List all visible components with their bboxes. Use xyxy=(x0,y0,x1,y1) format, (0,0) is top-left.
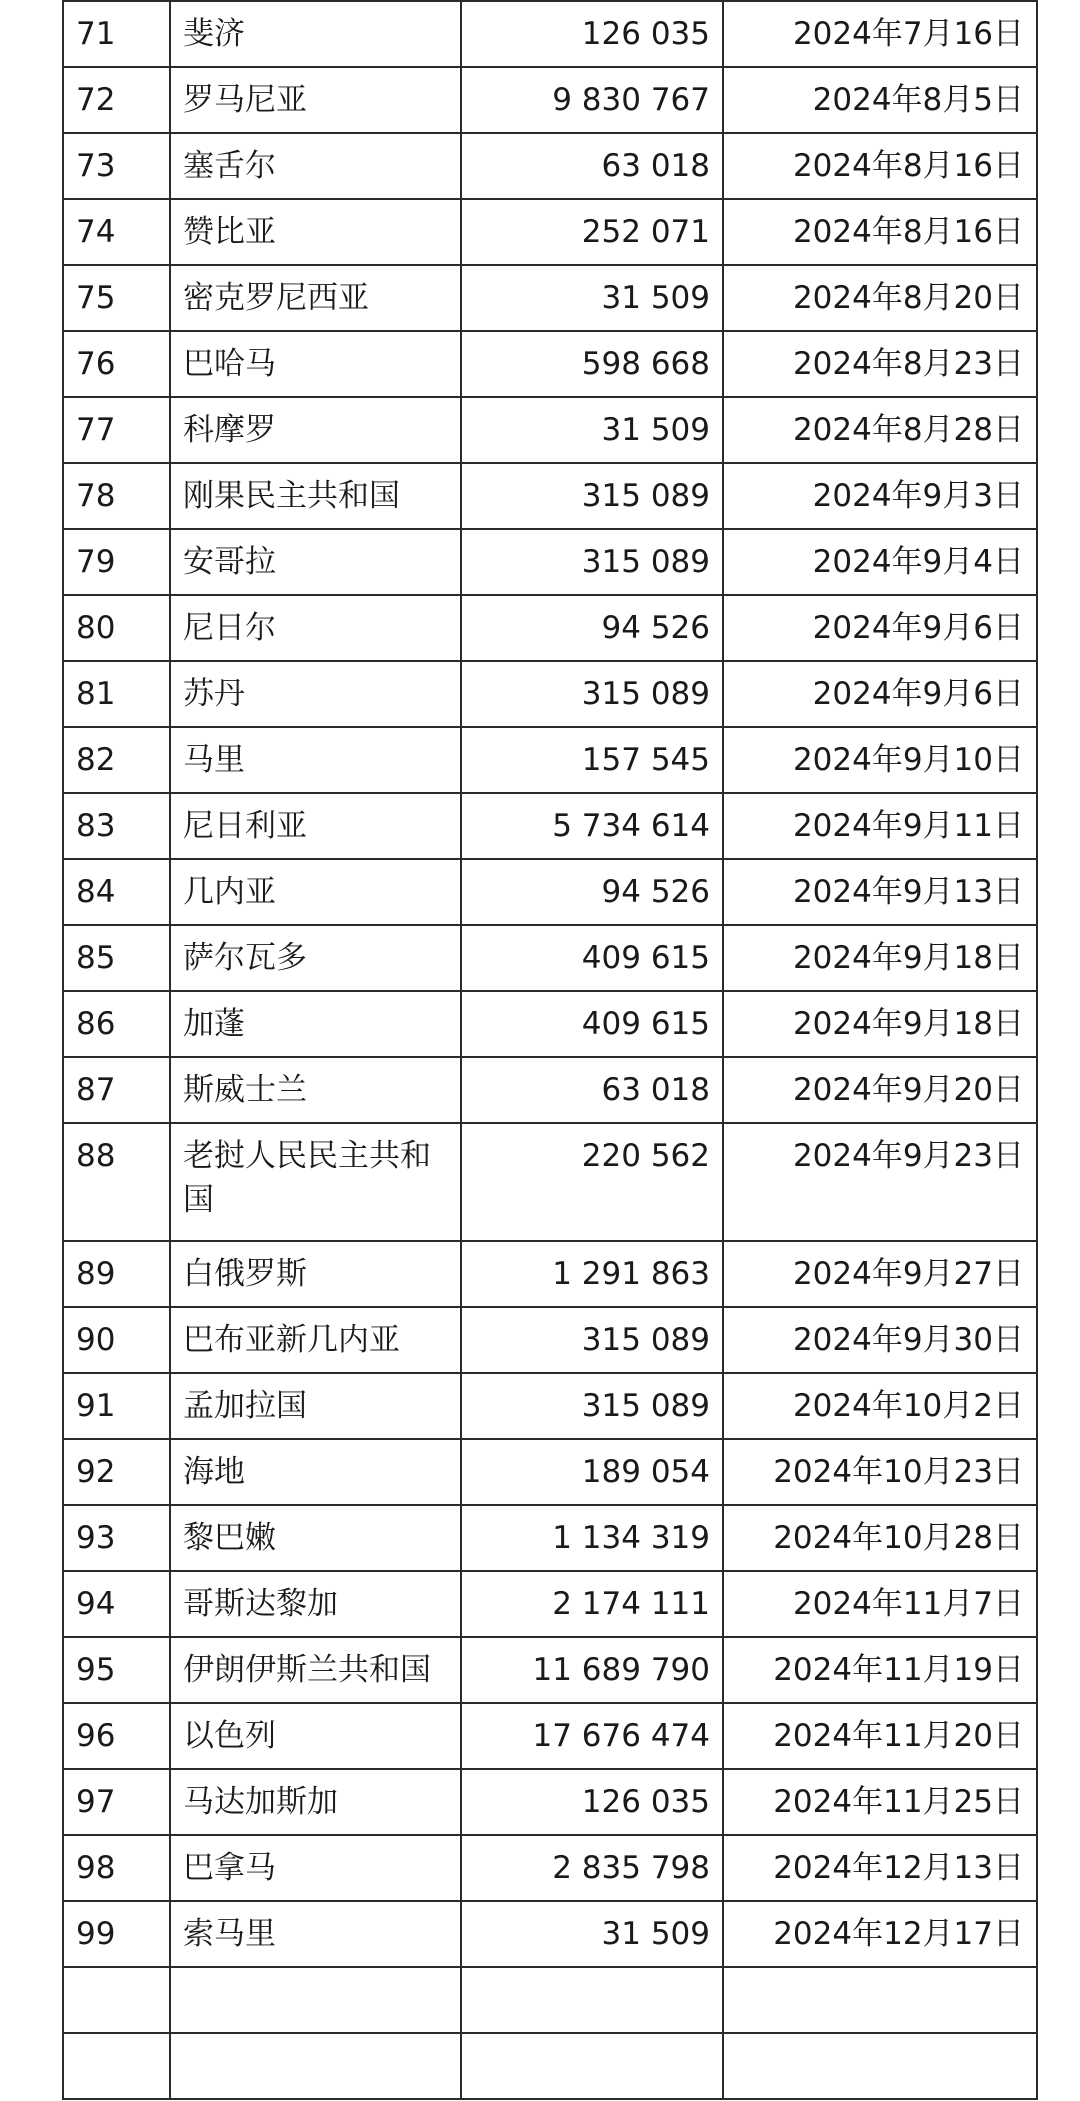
table-row xyxy=(63,1505,1037,1571)
row-number xyxy=(63,2033,170,2099)
amount: 17 676 474 xyxy=(461,1703,723,1769)
row-number: 81 xyxy=(63,661,170,727)
table-row xyxy=(63,991,1037,1057)
date: 2024年9月13日 xyxy=(723,859,1037,925)
table-row xyxy=(63,463,1037,529)
amount: 63 018 xyxy=(461,1057,723,1123)
amount: 11 689 790 xyxy=(461,1637,723,1703)
amount: 315 089 xyxy=(461,661,723,727)
date xyxy=(723,1967,1037,2033)
table-row xyxy=(63,595,1037,661)
amount: 2 174 111 xyxy=(461,1571,723,1637)
country-name: 巴哈马 xyxy=(170,331,461,397)
table-row xyxy=(63,397,1037,463)
date: 2024年10月28日 xyxy=(723,1505,1037,1571)
amount: 94 526 xyxy=(461,595,723,661)
date: 2024年9月6日 xyxy=(723,595,1037,661)
row-number xyxy=(63,1967,170,2033)
amount: 63 018 xyxy=(461,133,723,199)
date: 2024年9月20日 xyxy=(723,1057,1037,1123)
country-name: 安哥拉 xyxy=(170,529,461,595)
amount: 31 509 xyxy=(461,397,723,463)
amount xyxy=(461,2033,723,2099)
date: 2024年9月18日 xyxy=(723,925,1037,991)
row-number: 97 xyxy=(63,1769,170,1835)
country-name: 刚果民主共和国 xyxy=(170,463,461,529)
country-name: 索马里 xyxy=(170,1901,461,1967)
date: 2024年11月25日 xyxy=(723,1769,1037,1835)
country-name: 加蓬 xyxy=(170,991,461,1057)
row-number: 91 xyxy=(63,1373,170,1439)
table-row xyxy=(63,1769,1037,1835)
date: 2024年11月19日 xyxy=(723,1637,1037,1703)
date: 2024年9月18日 xyxy=(723,991,1037,1057)
date: 2024年10月23日 xyxy=(723,1439,1037,1505)
date xyxy=(723,2033,1037,2099)
country-name: 塞舌尔 xyxy=(170,133,461,199)
country-name: 巴拿马 xyxy=(170,1835,461,1901)
date: 2024年11月20日 xyxy=(723,1703,1037,1769)
country-name: 尼日尔 xyxy=(170,595,461,661)
table-row xyxy=(63,1439,1037,1505)
row-number: 86 xyxy=(63,991,170,1057)
amount: 1 134 319 xyxy=(461,1505,723,1571)
country-name: 黎巴嫩 xyxy=(170,1505,461,1571)
amount: 315 089 xyxy=(461,529,723,595)
country-name: 白俄罗斯 xyxy=(170,1241,461,1307)
table-row xyxy=(63,661,1037,727)
date: 2024年9月23日 xyxy=(723,1123,1037,1241)
row-number: 95 xyxy=(63,1637,170,1703)
table-row xyxy=(63,925,1037,991)
row-number: 71 xyxy=(63,1,170,67)
amount: 252 071 xyxy=(461,199,723,265)
row-number: 90 xyxy=(63,1307,170,1373)
contributions-table-container xyxy=(62,0,1036,2100)
table-row xyxy=(63,331,1037,397)
date: 2024年9月4日 xyxy=(723,529,1037,595)
date: 2024年12月17日 xyxy=(723,1901,1037,1967)
row-number: 83 xyxy=(63,793,170,859)
row-number: 94 xyxy=(63,1571,170,1637)
country-name: 斐济 xyxy=(170,1,461,67)
country-name: 哥斯达黎加 xyxy=(170,1571,461,1637)
amount: 189 054 xyxy=(461,1439,723,1505)
row-number: 72 xyxy=(63,67,170,133)
row-number: 93 xyxy=(63,1505,170,1571)
row-number: 76 xyxy=(63,331,170,397)
date: 2024年9月27日 xyxy=(723,1241,1037,1307)
date: 2024年12月13日 xyxy=(723,1835,1037,1901)
row-number: 96 xyxy=(63,1703,170,1769)
row-number: 77 xyxy=(63,397,170,463)
date: 2024年11月7日 xyxy=(723,1571,1037,1637)
row-number: 80 xyxy=(63,595,170,661)
row-number: 88 xyxy=(63,1123,170,1241)
row-number: 75 xyxy=(63,265,170,331)
table-row xyxy=(63,1057,1037,1123)
date: 2024年8月16日 xyxy=(723,199,1037,265)
country-name: 苏丹 xyxy=(170,661,461,727)
table-row xyxy=(63,1241,1037,1307)
country-name: 科摩罗 xyxy=(170,397,461,463)
row-number: 99 xyxy=(63,1901,170,1967)
country-name: 萨尔瓦多 xyxy=(170,925,461,991)
amount: 598 668 xyxy=(461,331,723,397)
table-row-empty xyxy=(63,1967,1037,2033)
amount: 315 089 xyxy=(461,1373,723,1439)
table-row xyxy=(63,1637,1037,1703)
row-number: 92 xyxy=(63,1439,170,1505)
table-row xyxy=(63,1703,1037,1769)
country-name: 海地 xyxy=(170,1439,461,1505)
date: 2024年9月10日 xyxy=(723,727,1037,793)
row-number: 87 xyxy=(63,1057,170,1123)
table-row-empty xyxy=(63,2033,1037,2099)
country-name: 几内亚 xyxy=(170,859,461,925)
table-body xyxy=(63,1,1037,2099)
date: 2024年9月30日 xyxy=(723,1307,1037,1373)
amount: 220 562 xyxy=(461,1123,723,1241)
date: 2024年8月28日 xyxy=(723,397,1037,463)
date: 2024年9月6日 xyxy=(723,661,1037,727)
date: 2024年8月23日 xyxy=(723,331,1037,397)
country-name: 老挝人民民主共和国 xyxy=(170,1123,461,1241)
amount: 1 291 863 xyxy=(461,1241,723,1307)
country-name: 密克罗尼西亚 xyxy=(170,265,461,331)
row-number: 78 xyxy=(63,463,170,529)
amount: 94 526 xyxy=(461,859,723,925)
amount: 9 830 767 xyxy=(461,67,723,133)
country-name: 尼日利亚 xyxy=(170,793,461,859)
country-name: 巴布亚新几内亚 xyxy=(170,1307,461,1373)
country-name xyxy=(170,2033,461,2099)
table-row xyxy=(63,727,1037,793)
row-number: 74 xyxy=(63,199,170,265)
table-row xyxy=(63,1901,1037,1967)
row-number: 89 xyxy=(63,1241,170,1307)
country-name: 斯威士兰 xyxy=(170,1057,461,1123)
country-name: 孟加拉国 xyxy=(170,1373,461,1439)
country-name: 伊朗伊斯兰共和国 xyxy=(170,1637,461,1703)
contributions-table xyxy=(62,0,1038,2100)
country-name: 以色列 xyxy=(170,1703,461,1769)
amount: 315 089 xyxy=(461,463,723,529)
row-number: 82 xyxy=(63,727,170,793)
table-row xyxy=(63,199,1037,265)
amount: 31 509 xyxy=(461,265,723,331)
amount: 5 734 614 xyxy=(461,793,723,859)
row-number: 73 xyxy=(63,133,170,199)
country-name: 马里 xyxy=(170,727,461,793)
table-row xyxy=(63,133,1037,199)
row-number: 84 xyxy=(63,859,170,925)
amount: 315 089 xyxy=(461,1307,723,1373)
amount: 409 615 xyxy=(461,925,723,991)
amount xyxy=(461,1967,723,2033)
date: 2024年9月3日 xyxy=(723,463,1037,529)
country-name: 赞比亚 xyxy=(170,199,461,265)
country-name: 罗马尼亚 xyxy=(170,67,461,133)
row-number: 98 xyxy=(63,1835,170,1901)
table-row xyxy=(63,67,1037,133)
date: 2024年8月5日 xyxy=(723,67,1037,133)
table-row xyxy=(63,1123,1037,1241)
table-row xyxy=(63,265,1037,331)
date: 2024年8月16日 xyxy=(723,133,1037,199)
amount: 31 509 xyxy=(461,1901,723,1967)
amount: 126 035 xyxy=(461,1769,723,1835)
amount: 157 545 xyxy=(461,727,723,793)
amount: 409 615 xyxy=(461,991,723,1057)
date: 2024年8月20日 xyxy=(723,265,1037,331)
table-row xyxy=(63,859,1037,925)
row-number: 79 xyxy=(63,529,170,595)
amount: 2 835 798 xyxy=(461,1835,723,1901)
amount: 126 035 xyxy=(461,1,723,67)
table-row xyxy=(63,793,1037,859)
date: 2024年10月2日 xyxy=(723,1373,1037,1439)
table-row xyxy=(63,1,1037,67)
table-row xyxy=(63,1373,1037,1439)
date: 2024年9月11日 xyxy=(723,793,1037,859)
table-row xyxy=(63,1571,1037,1637)
country-name: 马达加斯加 xyxy=(170,1769,461,1835)
country-name xyxy=(170,1967,461,2033)
date: 2024年7月16日 xyxy=(723,1,1037,67)
table-row xyxy=(63,1835,1037,1901)
table-row xyxy=(63,529,1037,595)
table-row xyxy=(63,1307,1037,1373)
row-number: 85 xyxy=(63,925,170,991)
